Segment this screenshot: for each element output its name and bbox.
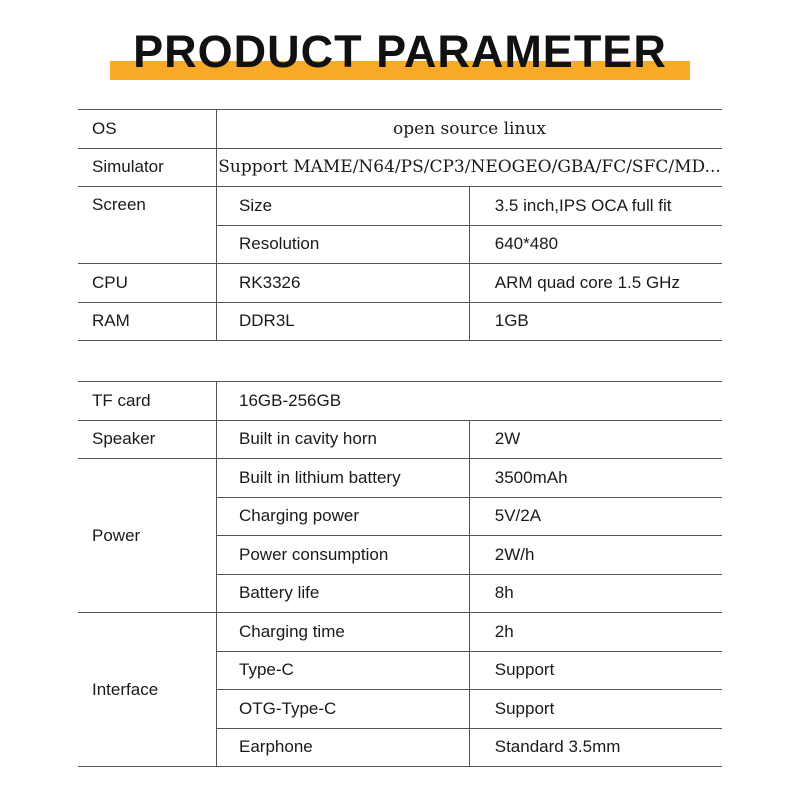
spec-key: Battery life [217,574,470,613]
spec-key: Type-C [217,651,470,690]
spec-key: Built in lithium battery [217,459,470,498]
spec-key: OTG-Type-C [217,690,470,729]
table-row [78,613,722,652]
spec-value: 5V/2A [469,497,722,536]
spec-value: 640*480 [469,225,722,264]
spec-value: Support [469,690,722,729]
spec-key: Charging power [217,497,470,536]
row-label-ram: RAM [78,302,217,341]
table-row [78,148,722,187]
spec-value: 1GB [469,302,722,341]
row-label-simulator: Simulator [78,148,217,187]
page-title: PRODUCT PARAMETER [133,26,667,77]
table-row [78,264,722,303]
table-row [78,459,722,498]
simulator-value: Support MAME/N64/PS/CP3/NEOGEO/GBA/FC/SFC/MD... [217,148,723,187]
row-label-interface: Interface [78,613,217,767]
spec-key: Earphone [217,728,470,767]
spec-value: Standard 3.5mm [469,728,722,767]
spec-key: Resolution [217,225,470,264]
spec-value: 2W [469,420,722,459]
table-row [78,382,722,421]
spec-table-primary [78,109,722,341]
spec-value: 3500mAh [469,459,722,498]
row-label-speaker: Speaker [78,420,217,459]
spec-value: 2W/h [469,536,722,575]
tf-card-value: 16GB-256GB [217,382,723,421]
table-row [78,302,722,341]
spec-value: 2h [469,613,722,652]
row-label-screen: Screen [78,187,217,264]
os-value: open source linux [217,110,723,149]
spec-key: Charging time [217,613,470,652]
spec-value: Support [469,651,722,690]
spec-table-secondary [78,381,722,767]
row-label-os: OS [78,110,217,149]
spec-value: ARM quad core 1.5 GHz [469,264,722,303]
table-row [78,420,722,459]
spec-key: Built in cavity horn [217,420,470,459]
table-row [78,110,722,149]
spec-key: Power consumption [217,536,470,575]
spec-key: RK3326 [217,264,470,303]
header [0,0,800,100]
row-label-cpu: CPU [78,264,217,303]
spec-value: 8h [469,574,722,613]
table-row [78,187,722,226]
row-label-tf-card: TF card [78,382,217,421]
row-label-power: Power [78,459,217,613]
spec-key: DDR3L [217,302,470,341]
spec-value: 3.5 inch,IPS OCA full fit [469,187,722,226]
spec-key: Size [217,187,470,226]
